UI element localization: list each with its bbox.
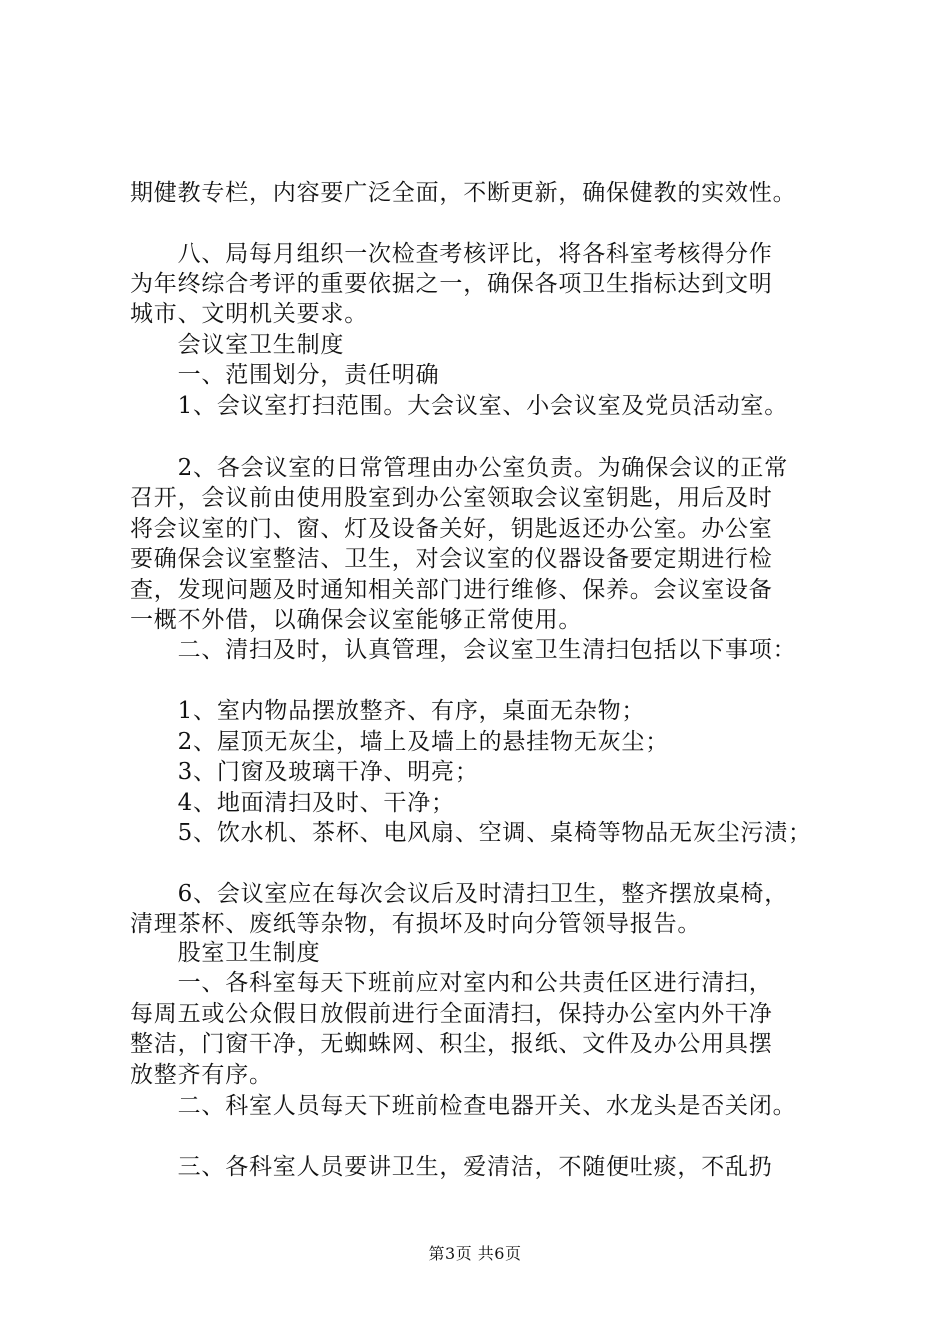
paragraph-line: 八、局每月组织一次检查考核评比，将各科室考核得分作 — [130, 241, 773, 267]
paragraph-line: 一、各科室每天下班前应对室内和公共责任区进行清扫， — [130, 970, 773, 996]
paragraph-line: 一、范围划分，责任明确 — [130, 362, 440, 388]
list-item: 2、屋顶无灰尘，墙上及墙上的悬挂物无灰尘； — [130, 729, 670, 755]
list-item: 1、室内物品摆放整齐、有序，桌面无杂物； — [130, 698, 646, 724]
paragraph-line: 2、各会议室的日常管理由办公室负责。为确保会议的正常 — [130, 455, 789, 481]
paragraph-line: 每周五或公众假日放假前进行全面清扫，保持办公室内外干净 — [130, 1001, 773, 1027]
paragraph-line: 为年终综合考评的重要依据之一，确保各项卫生指标达到文明 — [130, 271, 773, 297]
paragraph-line: 清理茶杯、废纸等杂物，有损坏及时向分管领导报告。 — [130, 911, 702, 937]
section-heading: 会议室卫生制度 — [130, 332, 345, 358]
paragraph-line: 查，发现问题及时通知相关部门进行维修、保养。会议室设备 — [130, 577, 773, 603]
paragraph-line: 二、清扫及时，认真管理，会议室卫生清扫包括以下事项： — [130, 637, 797, 663]
paragraph-line: 三、各科室人员要讲卫生，爱清洁，不随便吐痰，不乱扔 — [130, 1154, 773, 1180]
paragraph-line: 召开，会议前由使用股室到办公室领取会议室钥匙，用后及时 — [130, 485, 773, 511]
paragraph-line: 6、会议室应在每次会议后及时清扫卫生，整齐摆放桌椅， — [130, 881, 789, 907]
paragraph-line: 要确保会议室整洁、卫生，对会议室的仪器设备要定期进行检 — [130, 546, 773, 572]
paragraph-line: 期健教专栏，内容要广泛全面，不断更新，确保健教的实效性。 — [130, 180, 797, 206]
paragraph-line: 城市、文明机关要求。 — [130, 301, 368, 327]
paragraph-line: 二、科室人员每天下班前检查电器开关、水龙头是否关闭。 — [130, 1093, 797, 1119]
paragraph-line: 放整齐有序。 — [130, 1062, 273, 1088]
list-item: 4、地面清扫及时、干净； — [130, 790, 455, 816]
list-item: 3、门窗及玻璃干净、明亮； — [130, 759, 479, 785]
section-heading: 股室卫生制度 — [130, 940, 321, 966]
page-number-footer: 第3页 共6页 — [428, 1244, 522, 1263]
paragraph-line: 一概不外借，以确保会议室能够正常使用。 — [130, 607, 583, 633]
paragraph-line: 将会议室的门、窗、灯及设备关好，钥匙返还办公室。办公室 — [130, 516, 773, 542]
paragraph-line: 整洁，门窗干净，无蜘蛛网、积尘，报纸、文件及办公用具摆 — [130, 1031, 773, 1057]
list-item: 5、饮水机、茶杯、电风扇、空调、桌椅等物品无灰尘污渍； — [130, 820, 812, 846]
paragraph-line: 1、会议室打扫范围。大会议室、小会议室及党员活动室。 — [130, 393, 789, 419]
